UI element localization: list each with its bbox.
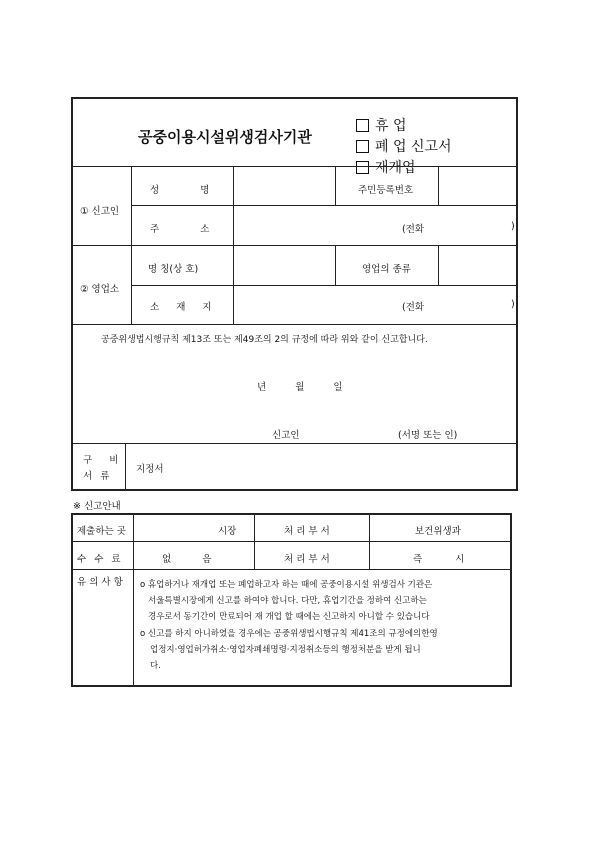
business-name-label: 명 칭(상 호) bbox=[148, 264, 199, 275]
applicant-section-label: ① 신고인 bbox=[80, 206, 120, 217]
processing-time: 즉 시 bbox=[413, 554, 465, 565]
business-name-field[interactable] bbox=[234, 246, 334, 284]
guide-heading: ※ 신고안내 bbox=[73, 501, 121, 512]
divider bbox=[71, 569, 512, 570]
declaration-date: 년 월 일 bbox=[257, 382, 343, 393]
fee-value: 없 음 bbox=[162, 554, 212, 565]
address-phone: (전화 bbox=[402, 224, 425, 235]
dept-label-1: 처 리 부 서 bbox=[284, 526, 330, 537]
form-top-border bbox=[71, 97, 518, 99]
applicant-name-field[interactable] bbox=[234, 167, 334, 204]
divider bbox=[369, 513, 370, 569]
location-label: 소 재 지 bbox=[150, 302, 212, 313]
divider bbox=[254, 513, 255, 569]
option-reopen[interactable]: 재개업 bbox=[356, 157, 416, 177]
dept-value: 보건위생과 bbox=[415, 526, 461, 537]
note-line: o 신고를 하지 아니하였을 경우에는 공중위생법시행규칙 제41조의 규정에의한영 bbox=[140, 629, 438, 639]
note-line: 업정지·영업허가취소·영업자폐쇄명령·지정취소등의 행정처분을 받게 됩니 bbox=[150, 645, 421, 655]
form-right-border bbox=[516, 97, 518, 491]
submit-to-value: 시장 bbox=[218, 526, 237, 537]
business-type-label: 영업의 종류 bbox=[362, 264, 411, 275]
address-field[interactable] bbox=[234, 206, 515, 244]
option-suspend[interactable]: 휴 업 bbox=[356, 115, 407, 135]
business-type-field[interactable] bbox=[439, 246, 515, 284]
option-reopen-clip bbox=[356, 157, 486, 176]
sign-label: (서명 또는 인) bbox=[398, 430, 458, 441]
divider bbox=[125, 443, 126, 489]
note-line: o 휴업하거나 재개업 또는 폐업하고자 하는 때에 공중이용시설 위생검사 기관은 bbox=[140, 580, 433, 590]
divider bbox=[131, 166, 132, 324]
note-line: 서울특별시장에게 신고를 하여야 합니다. 다만, 휴업기간을 정하여 신고하는 bbox=[148, 596, 427, 606]
checkbox-icon[interactable] bbox=[356, 140, 369, 153]
location-field[interactable] bbox=[234, 286, 515, 323]
location-phone-close: ) bbox=[511, 299, 515, 310]
address-phone-close: ) bbox=[511, 221, 515, 232]
form-bottom-border bbox=[71, 489, 518, 491]
notes-label: 유 의 사 항 bbox=[77, 577, 123, 588]
divider bbox=[71, 443, 518, 444]
note-line: 다. bbox=[150, 661, 161, 671]
documents-label-1: 구 비 bbox=[83, 455, 119, 466]
form-left-border bbox=[71, 97, 73, 491]
submit-to-label: 제출하는 곳 bbox=[77, 526, 126, 537]
guide-right-border bbox=[510, 513, 512, 687]
checkbox-icon[interactable] bbox=[356, 119, 369, 132]
rrn-field[interactable] bbox=[439, 167, 515, 204]
guide-bottom-border bbox=[71, 685, 512, 687]
business-section-label: ② 영업소 bbox=[80, 284, 120, 295]
declaration-text: 공중위생법시행규칙 제13조 또는 제49조의 2의 규정에 따라 위와 같이 신고합니다. bbox=[101, 335, 428, 345]
checkbox-icon[interactable] bbox=[356, 161, 369, 174]
divider bbox=[335, 245, 336, 285]
dept-label-2: 처 리 부 서 bbox=[284, 554, 330, 565]
divider bbox=[71, 324, 518, 325]
form-title: 공중이용시설위생검사기관 bbox=[138, 128, 312, 146]
guide-top-border bbox=[71, 513, 512, 515]
name-label: 성 명 bbox=[150, 185, 210, 196]
guide-left-border bbox=[71, 513, 73, 687]
documents-value: 지정서 bbox=[136, 464, 164, 475]
option-close[interactable]: 폐 업 신고서 bbox=[356, 136, 452, 156]
note-line: 경우로서 동기간이 만료되어 재 개업 할 때에는 신고하지 아니할 수 있습니다 bbox=[148, 612, 430, 622]
signer-label: 신고인 bbox=[272, 430, 300, 441]
divider bbox=[133, 513, 134, 685]
fee-label: 수 수 료 bbox=[77, 554, 121, 565]
divider bbox=[71, 541, 512, 542]
location-phone: (전화 bbox=[402, 302, 425, 313]
address-label: 주 소 bbox=[150, 224, 210, 235]
rrn-label: 주민등록번호 bbox=[358, 185, 414, 196]
documents-label-2: 서 류 bbox=[83, 471, 110, 482]
divider bbox=[335, 166, 336, 205]
